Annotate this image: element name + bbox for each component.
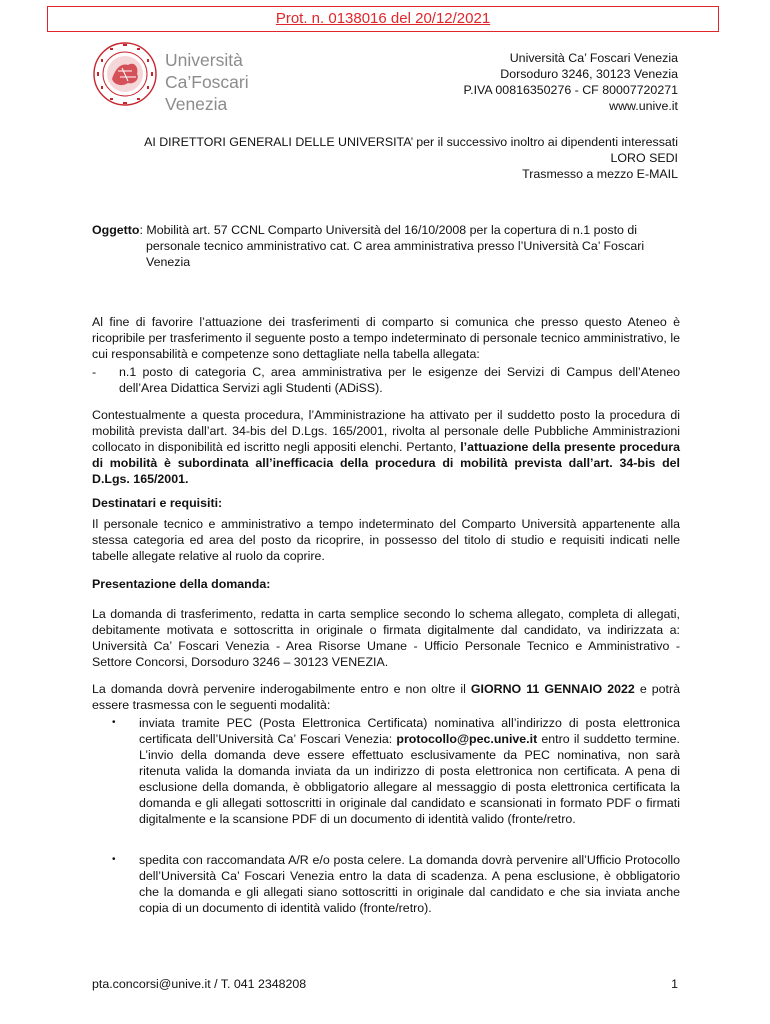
university-logo: [92, 41, 267, 114]
bullet-icon: •: [112, 854, 116, 865]
footer-contact: pta.concorsi@unive.it / T. 041 2348208: [92, 977, 307, 991]
requirements-paragraph: Il personale tecnico e amministrativo a tempo indeterminato del Comparto Università appartenente alla stessa categoria ed area del posto da ricoprire, in possesso del titolo di studio e requisiti indicati nelle tabelle allegate relative al ruolo da coprire.: [92, 517, 680, 563]
page-number: 1: [671, 977, 678, 991]
university-wordmark: [165, 49, 249, 115]
wordmark-line-1: Università: [165, 50, 243, 70]
delivery-mode-mail: [112, 852, 680, 916]
deadline-date: GIORNO 11 GENNAIO 2022: [470, 682, 635, 696]
mail-text: spedita con raccomandata A/R e/o posta celere. La domanda dovrà pervenire all’Ufficio Protocollo dell’Università Ca’ Foscari Venezia entro la data di scadenza. A pena esclusione, è obbligatorio che la domanda e gli allegati siano sottoscritti in originale dal candidato e che sia inviata anche copia di un documento di identità valido (fronte/retro).: [139, 853, 680, 915]
list-dash: -: [92, 365, 97, 379]
subject-line-1: : Mobilità art. 57 CCNL Comparto Università del 16/10/2008 per la copertura di n.1 posto di: [139, 223, 637, 237]
address-line-2: Dorsoduro 3246, 30123 Venezia: [500, 67, 678, 81]
context-text: Contestualmente a questa procedura, l’Amministrazione ha attivato per il suddetto posto la procedura di mobilità prevista dall’art. 34-bis del D.Lgs. 165/2001, rivolta al personale delle Pubbliche Amministrazioni collocato in disponibilità ed iscritto negli appositi elenchi. Pertanto,: [92, 408, 680, 454]
sender-address: [464, 50, 679, 114]
address-website: www.unive.it: [609, 99, 678, 113]
wordmark-line-3: Venezia: [165, 94, 228, 114]
university-seal-icon: [92, 41, 158, 107]
pec-email-address[interactable]: protocollo@pec.unive.it: [396, 732, 538, 746]
post-description: n.1 posto di categoria C, area amministrativa per le esigenze dei Servizi di Campus dell’Ateneo dell’Area Didattica Servizi agli Studenti (ADiSS).: [119, 365, 680, 395]
recipient-line-2: LORO SEDI: [610, 151, 678, 165]
delivery-mode-pec: [112, 715, 680, 827]
wordmark-line-2: Ca’Foscari: [165, 72, 249, 92]
protocol-number: Prot. n. 0138016 del 20/12/2021: [275, 10, 491, 27]
bullet-icon: •: [112, 717, 116, 728]
subject-line-3: Venezia: [146, 255, 191, 269]
requirements-heading: Destinatari e requisiti:: [92, 496, 223, 510]
context-bold-text: l’attuazione della presente procedura di mobilità è subordinata all’inefficacia della procedura di mobilità prevista dall’art. 34-bis del D.Lgs. 165/2001.: [92, 440, 680, 486]
deadline-paragraph: [92, 681, 680, 713]
recipient-block: [144, 134, 678, 182]
subject-label: Oggetto: [92, 223, 140, 237]
application-heading: Presentazione della domanda:: [92, 577, 271, 591]
recipient-line-3: Trasmesso a mezzo E-MAIL: [522, 167, 678, 181]
subject-line-2: personale tecnico amministrativo cat. C area amministrativa presso l’Università Ca’ Foscari: [146, 239, 645, 253]
intro-paragraph: Al fine di favorire l’attuazione dei trasferimenti di comparto si comunica che presso questo Ateneo è ricopribile per trasferimento il seguente posto a tempo indeterminato di personale tecnico amministrativo, le cui responsabilità e competenze sono dettagliate nella tabella allegata:: [92, 315, 680, 361]
address-line-3: P.IVA 00816350276 - CF 80007720271: [463, 83, 678, 97]
deadline-text-after: e potrà essere trasmessa con le seguenti modalità:: [92, 682, 680, 712]
post-list-item: [92, 364, 680, 396]
pec-text-after: entro il suddetto termine. L’invio della domanda deve essere effettuato esclusivamente da PEC nominativa, non sarà ritenuta valida la domanda inviata da un indirizzo di posta elettronica non certificata. A pena di esclusione della domanda, è obbligatorio allegare al messaggio di posta elettronica certificata la domanda e gli allegati sottoscritti in originale dal candidato e scansionati in formato PDF o firmati digitalmente e la scansione PDF di un documento di identità valido (fronte/retro.: [139, 732, 680, 826]
context-paragraph: [92, 407, 680, 487]
application-paragraph: La domanda di trasferimento, redatta in carta semplice secondo lo schema allegato, completa di allegati, debitamente motivata e sottoscritta in originale o firmata digitalmente dal candidato, va indirizzata a: Università Ca’ Foscari Venezia - Area Risorse Umane - Ufficio Personale Tecnico e Amministrativo - Settore Concorsi, Dorsoduro 3246 – 30123 VENEZIA.: [92, 607, 680, 669]
deadline-text-before: La domanda dovrà pervenire inderogabilmente entro e non oltre il: [92, 682, 471, 696]
address-line-1: Università Ca’ Foscari Venezia: [509, 51, 678, 65]
pec-text-before: inviata tramite PEC (Posta Elettronica Certificata) nominativa all’indirizzo di posta elettronica certificata dell’Università Ca’ Foscari Venezia:: [139, 716, 680, 746]
subject-block: [92, 222, 682, 270]
protocol-banner: [47, 6, 719, 32]
recipient-line-1: AI DIRETTORI GENERALI DELLE UNIVERSITA’ per il successivo inoltro ai dipendenti interessati: [144, 135, 678, 149]
